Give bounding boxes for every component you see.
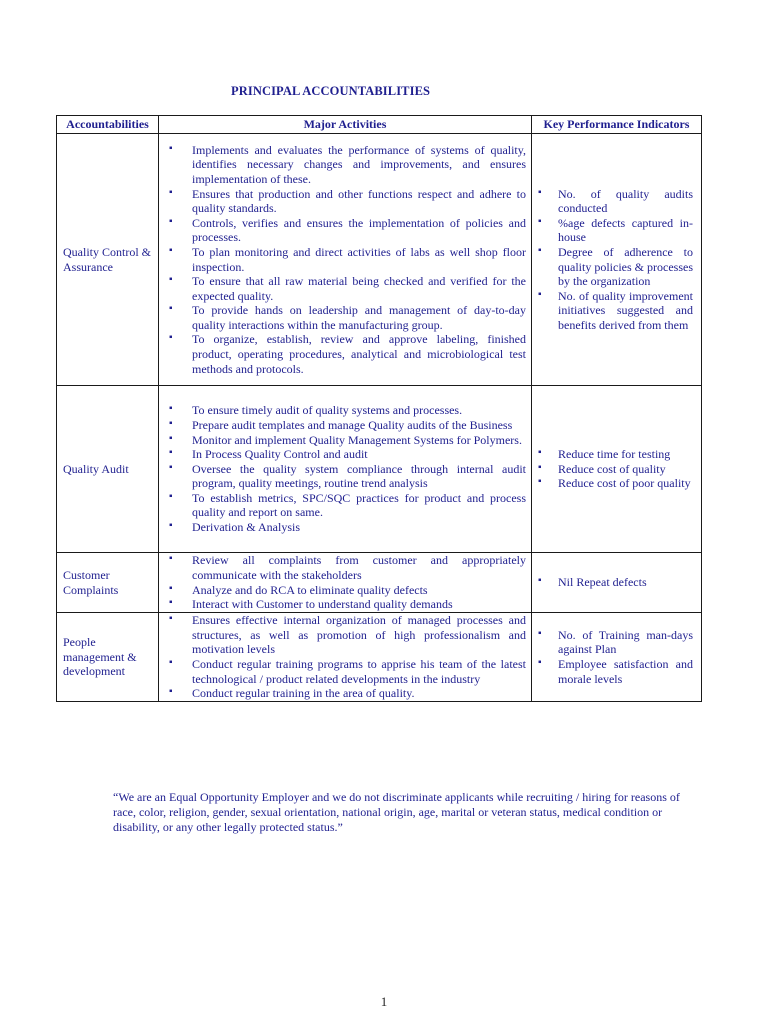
activity-item: ▪ Interact with Customer to understand quality demands xyxy=(159,597,531,612)
activities-cell xyxy=(159,553,532,613)
activities-list xyxy=(159,143,531,377)
kpi-cell xyxy=(532,553,702,613)
activity-item: ▪ Ensures that production and other functions respect and adhere to quality standards. xyxy=(159,187,531,216)
kpi-cell xyxy=(532,613,702,702)
kpi-item: ▪ No. of quality improvement initiatives suggested and benefits derived from them xyxy=(532,289,701,333)
activity-item: ▪ To provide hands on leadership and management of day-to-day quality interactions within the manufacturing group. xyxy=(159,303,531,332)
header-major-activities: Major Activities xyxy=(159,116,532,134)
activity-item: ▪ Derivation & Analysis xyxy=(159,520,531,535)
kpi-item: ▪ No. of Training man-days against Plan xyxy=(532,628,701,657)
activity-item: ▪ Implements and evaluates the performance of systems of quality, identifies necessary changes and improvements, and ensures implementation of these. xyxy=(159,143,531,187)
activities-cell xyxy=(159,386,532,553)
activity-item: ▪ Conduct regular training programs to apprise his team of the latest technological / product related developments in the industry xyxy=(159,657,531,686)
kpi-list xyxy=(532,575,701,590)
activity-item: ▪ To organize, establish, review and approve labeling, finished product, operating procedures, analytical and microbiological test methods and protocols. xyxy=(159,332,531,376)
table-row xyxy=(57,386,702,553)
kpi-list xyxy=(532,447,701,491)
activity-item: ▪ To establish metrics, SPC/SQC practices for product and process quality and report on same. xyxy=(159,491,531,520)
page-number: 1 xyxy=(380,994,388,1009)
accountability-cell: Customer Complaints xyxy=(57,553,159,613)
kpi-item: ▪ Reduce time for testing xyxy=(532,447,701,462)
activity-item: ▪ To ensure that all raw material being checked and verified for the expected quality. xyxy=(159,274,531,303)
activity-item: ▪ Controls, verifies and ensures the implementation of policies and processes. xyxy=(159,216,531,245)
accountability-cell: Quality Control & Assurance xyxy=(57,134,159,386)
table-row xyxy=(57,613,702,702)
activity-item: ▪ Review all complaints from customer and appropriately communicate with the stakeholders xyxy=(159,553,531,582)
kpi-cell xyxy=(532,134,702,386)
activity-item: ▪ To plan monitoring and direct activities of labs as well shop floor inspection. xyxy=(159,245,531,274)
activities-list xyxy=(159,403,531,534)
activity-item: ▪ Prepare audit templates and manage Quality audits of the Business xyxy=(159,418,531,433)
accountability-cell: People management & development xyxy=(57,613,159,702)
kpi-item: ▪ Reduce cost of quality xyxy=(532,462,701,477)
kpi-item: ▪ Degree of adherence to quality policies & processes by the organization xyxy=(532,245,701,289)
table-row xyxy=(57,553,702,613)
activities-cell xyxy=(159,134,532,386)
activities-cell xyxy=(159,613,532,702)
kpi-list xyxy=(532,628,701,686)
activity-item: ▪ To ensure timely audit of quality systems and processes. xyxy=(159,403,531,418)
table-header-row xyxy=(57,116,702,134)
kpi-cell xyxy=(532,386,702,553)
activity-item: ▪ Analyze and do RCA to eliminate quality defects xyxy=(159,583,531,598)
activity-item: ▪ In Process Quality Control and audit xyxy=(159,447,531,462)
accountability-cell: Quality Audit xyxy=(57,386,159,553)
activities-list xyxy=(159,553,531,611)
activity-item: ▪ Monitor and implement Quality Management Systems for Polymers. xyxy=(159,433,531,448)
table-row xyxy=(57,134,702,386)
kpi-item: ▪ Reduce cost of poor quality xyxy=(532,476,701,491)
header-accountabilities: Accountabilities xyxy=(57,116,159,134)
accountabilities-table xyxy=(56,115,702,702)
page-title: PRINCIPAL ACCOUNTABILITIES xyxy=(231,84,431,98)
activity-item: ▪ Conduct regular training in the area of quality. xyxy=(159,686,531,701)
kpi-list xyxy=(532,187,701,333)
activities-list xyxy=(159,613,531,701)
activity-item: ▪ Ensures effective internal organization of managed processes and structures, as well as promotion of high professionalism and motivation levels xyxy=(159,613,531,657)
activity-item: ▪ Oversee the quality system compliance through internal audit program, quality meetings, routine trend analysis xyxy=(159,462,531,491)
kpi-item: ▪ Nil Repeat defects xyxy=(532,575,701,590)
kpi-item: ▪ %age defects captured in-house xyxy=(532,216,701,245)
header-kpis: Key Performance Indicators xyxy=(532,116,702,134)
kpi-item: ▪ Employee satisfaction and morale levels xyxy=(532,657,701,686)
kpi-item: ▪ No. of quality audits conducted xyxy=(532,187,701,216)
equal-opportunity-statement: “We are an Equal Opportunity Employer and we do not discriminate applicants while recruiting / hiring for reasons of race, color, religion, gender, sexual orientation, national origin, age, marital or veteran status, medical condition or disability, or any other legally protected status.” xyxy=(113,790,680,834)
